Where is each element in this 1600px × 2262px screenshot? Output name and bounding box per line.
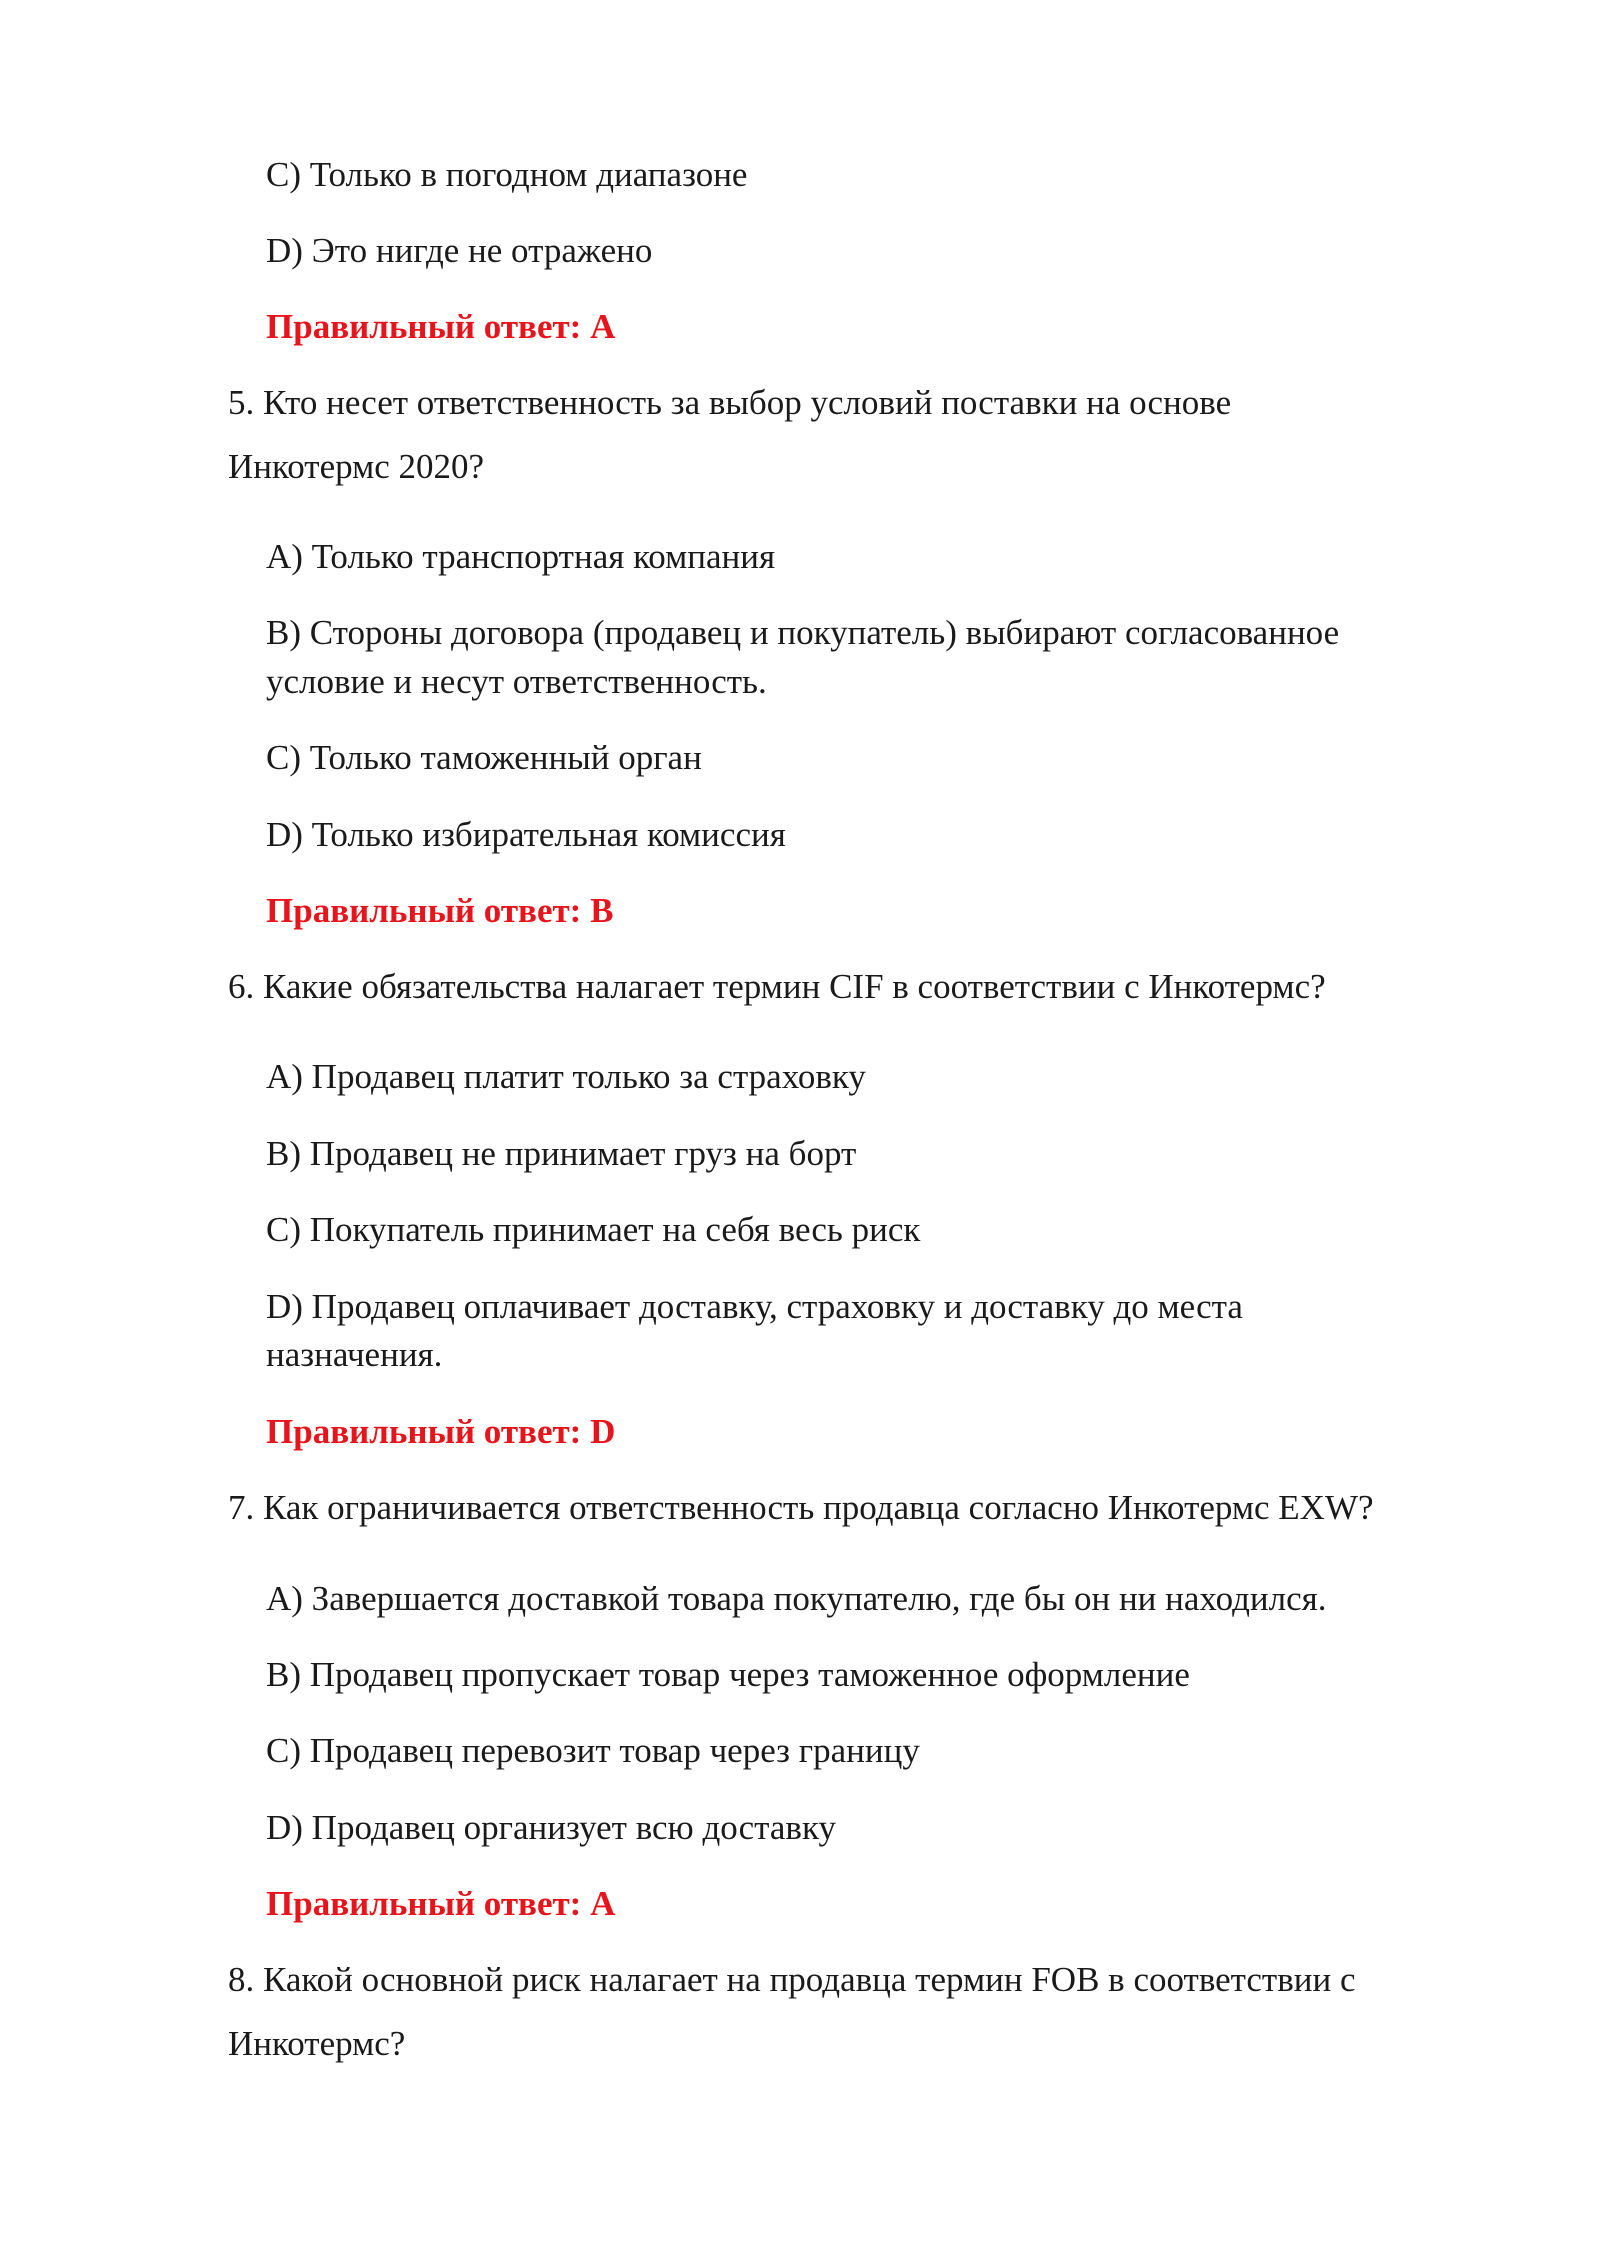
q5-option-b-line1: B) Стороны договора (продавец и покупатель) выбирают согласованное: [266, 613, 1340, 652]
q7-option-a: A) Завершается доставкой товара покупателю, где бы он ни находился.: [266, 1579, 1327, 1618]
q4-correct-answer: Правильный ответ: A: [266, 307, 616, 346]
q6-option-d-line2: назначения.: [266, 1335, 443, 1374]
q5-question-line2: Инкотермс 2020?: [228, 447, 485, 486]
q7-question: 7. Как ограничивается ответственность продавца согласно Инкотермс EXW?: [228, 1488, 1374, 1527]
q6-option-c: C) Покупатель принимает на себя весь риск: [266, 1210, 921, 1249]
q5-question-line1: 5. Кто несет ответственность за выбор условий поставки на основе: [228, 383, 1232, 422]
q4-option-c: C) Только в погодном диапазоне: [266, 155, 748, 194]
q7-option-d: D) Продавец организует всю доставку: [266, 1808, 836, 1847]
q8-question-line1: 8. Какой основной риск налагает на продавца термин FOB в соответствии с: [228, 1960, 1356, 1999]
q8-question-line2: Инкотермс?: [228, 2024, 406, 2063]
q7-option-c: C) Продавец перевозит товар через границу: [266, 1731, 920, 1770]
q4-option-d: D) Это нигде не отражено: [266, 231, 653, 270]
q5-option-a: A) Только транспортная компания: [266, 537, 776, 576]
q6-option-a: A) Продавец платит только за страховку: [266, 1057, 866, 1096]
q5-correct-answer: Правильный ответ: B: [266, 891, 614, 930]
q7-option-b: B) Продавец пропускает товар через таможенное оформление: [266, 1655, 1190, 1694]
q5-option-d: D) Только избирательная комиссия: [266, 815, 786, 854]
q6-correct-answer: Правильный ответ: D: [266, 1412, 616, 1451]
q6-option-d-line1: D) Продавец оплачивает доставку, страховку и доставку до места: [266, 1287, 1243, 1326]
q5-option-c: C) Только таможенный орган: [266, 738, 702, 777]
q7-correct-answer: Правильный ответ: A: [266, 1884, 616, 1923]
q5-option-b-line2: условие и несут ответственность.: [266, 662, 767, 701]
q6-option-b: B) Продавец не принимает груз на борт: [266, 1134, 857, 1173]
q6-question: 6. Какие обязательства налагает термин CIF в соответствии с Инкотермс?: [228, 967, 1326, 1006]
